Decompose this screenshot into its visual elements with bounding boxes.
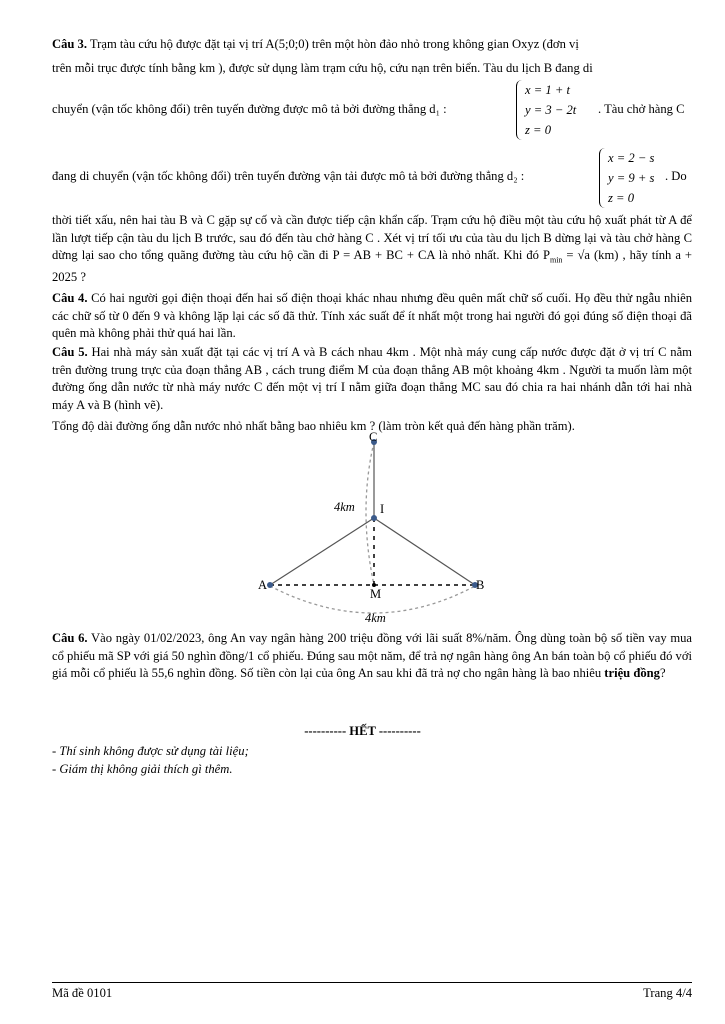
question-5-ask-text: Tổng độ dài đường ống dẫn nước nhỏ nhất bằng bao nhiêu km ? (làm tròn kết quả đến hàng phần trăm). — [52, 419, 575, 433]
question-3-text-4: đang di chuyển (vận tốc không đổi) trên tuyến đường vận tải được mô tả bởi đường thẳng d₂ : — [52, 169, 525, 183]
exam-code: Mã đề 0101 — [52, 986, 113, 1000]
point-a — [267, 582, 273, 588]
figure-label-i: I — [380, 502, 385, 516]
question-3-line-3b — [598, 101, 693, 119]
note-1: - Thí sinh không được sử dụng tài liệu; — [52, 744, 249, 758]
question-5 — [52, 344, 692, 414]
question-3-text-1: Trạm tàu cứu hộ được đặt tại vị trí A(5;0;0) trên một hòn đảo nhỏ trong không gian Oxyz (đơn vị — [89, 37, 579, 51]
question-4 — [52, 290, 692, 343]
question-4-label: Câu 4. — [52, 291, 88, 305]
question-6 — [52, 630, 692, 683]
note-2: - Giám thị không giải thích gì thêm. — [52, 762, 233, 776]
figure-label-a: A — [258, 578, 268, 592]
question-3-line-4 — [52, 168, 582, 186]
footer — [52, 986, 692, 1001]
question-5-text: Hai nhà máy sản xuất đặt tại các vị trí A và B cách nhau 4km . Một nhà máy cung cấp nước được đặt ở vị trí C nằm trên đường trung trực của đoạn thẳng AB , cách trung điểm M của đoạn thẳng AB một khoảng 4km . Người ta muốn làm một đường ống dẫn nước từ nhà máy nước C đến một vị trí I nằm giữa đoạn thẳng MC sau đó chia ra hai nhánh dẫn tới hai nhà máy A và B (hình vẽ). — [52, 345, 692, 412]
arc-cm — [366, 442, 374, 585]
system-d1-eq-3: z = 0 — [525, 123, 551, 137]
system-d2-eq-1: x = 2 − s — [608, 151, 655, 165]
question-3-label: Câu 3. — [52, 37, 87, 51]
system-d2-brace — [599, 148, 606, 208]
question-3-text-2: trên mỗi trục được tính bằng km ), được sử dụng làm trạm cứu hộ, cứu nạn trên biển. Tàu du lịch B đang di — [52, 61, 593, 75]
system-d1-brace — [516, 80, 523, 140]
question-3-paragraph — [52, 212, 692, 287]
system-d2-eq-2: y = 9 + s — [608, 171, 655, 185]
question-3-line-1 — [52, 36, 692, 54]
question-3-text-3b: . Tàu chở hàng C — [598, 102, 685, 116]
system-d1-eq-1: x = 1 + t — [525, 83, 570, 97]
question-6-end: ? — [659, 666, 666, 681]
system-d2 — [608, 148, 654, 208]
question-6-label: Câu 6. — [52, 631, 88, 645]
segment-ia — [270, 518, 374, 585]
question-3-text-5c: = √a (km) , hãy tính a + 2025 ? — [52, 248, 693, 285]
question-3-line-4b — [665, 168, 695, 186]
question-3-line-2 — [52, 60, 692, 78]
figure-label-b: B — [476, 578, 485, 592]
figure-label-m: M — [370, 587, 382, 601]
system-d2-eq-3: z = 0 — [608, 191, 634, 205]
question-6-bold-tail: triệu đồng — [604, 666, 660, 681]
question-3-text-5: thời tiết xấu, nên hai tàu B và C gặp sự cố và cần được tiếp cận khẩn cấp. Trạm cứu hộ điều một tàu cứu hộ xuất phát từ A để lần lượt tiếp cận tàu du lịch B trước, sau đó đến tàu chở hàng C . Xét vị trí tối ưu của tàu du lịch B dừng lại và tàu chở hàng C dừng lại sao cho tổng quãng đường tàu cứu hộ cần đi P = AB + BC + CA là nhỏ nhất. Khi đó P — [52, 213, 692, 263]
point-i — [371, 515, 377, 521]
figure-label-c: C — [369, 430, 378, 444]
segment-ib — [374, 518, 475, 585]
question-3-min-subscript: min — [549, 255, 563, 265]
figure-label-ab-length: 4km — [365, 611, 386, 625]
page-number: Trang 4/4 — [643, 986, 692, 1000]
question-6-text: Vào ngày 01/02/2023, ông An vay ngân hàng 200 triệu đồng với lãi suất 8%/năm. Ông dùng toàn bộ số tiền vay mua cổ phiếu mã SP với giá 50 nghìn đồng/1 cổ phiếu. Đúng sau một năm, để trả nợ ngân hàng ông An bán toàn bộ cổ phiếu đó với giá mỗi cổ phiếu là 55,6 nghìn đồng. Số tiền còn lại của ông An sau khi đã trả nợ cho ngân hàng là bao nhiêu — [52, 631, 693, 681]
question-4-text: Có hai người gọi điện thoại đến hai số điện thoại khác nhau nhưng đều quên mất chữ số cuối. Họ đều thử ngẫu nhiên các chữ số từ 0 đến 9 và không lặp lại các số đã thử. Tính xác suất để ít nhất một trong hai người đó gọi đúng số điện thoại đã quên mà không phải thử quá hai lần. — [52, 291, 692, 341]
question-3-text-3: chuyển (vận tốc không đổi) trên tuyến đường được mô tả bởi đường thẳng d₁ : — [52, 102, 447, 116]
question-3-line-3 — [52, 101, 522, 119]
system-d1 — [525, 80, 576, 140]
question-5-label: Câu 5. — [52, 345, 88, 359]
end-mark: ---------- HẾT ---------- — [304, 724, 421, 738]
footer-divider — [52, 982, 692, 983]
question-3-text-4b: . Do — [665, 169, 687, 183]
system-d1-eq-2: y = 3 − 2t — [525, 103, 577, 117]
figure-label-cm-length: 4km — [334, 500, 355, 514]
